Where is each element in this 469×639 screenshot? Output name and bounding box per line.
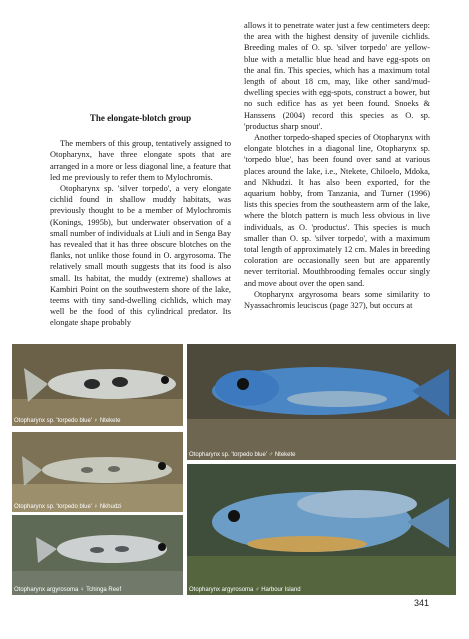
left-text-column [50, 113, 231, 329]
right-text-column [244, 20, 430, 311]
fish-image [12, 432, 183, 512]
paragraph: Another torpedo-shaped species of Otopharynx with elongate blotches in a diagonal line, Otopharynx sp. 'torpedo blue', has been found over sand at various places around the lake, i.e., Ntekete, Chiloelo, Mdoka, and Nkhudzi. It has also been exported, for the aquarium hobby, from Tanzania, and Turner (1996) lists this species from the southeastern arm of the lake, where the blotch pattern is much less obvious in live individuals, as O. 'productus'. This species is much smaller than O. sp. 'silver torpedo', with a maximum total length of approximately 12 cm. Males in breeding coloration are occasionally seen but are apparently never territorial. Mouthbrooding females occur singly and move about over the open sand. [244, 133, 430, 288]
fish-photo [12, 432, 183, 512]
fish-image [12, 515, 183, 595]
photo-caption: Otopharynx argyrosoma ♀ Tchinga Reef [14, 587, 122, 593]
paragraph: Otopharynx argyrosoma bears some similarity to Nyassachromis leuciscus (page 327), but occurs at [244, 289, 430, 311]
photo-caption: Otopharynx argyrosoma ♂ Harbour Island [189, 587, 301, 593]
photo-caption: Otopharynx sp. 'torpedo blue' ♀ Ntekete [14, 418, 121, 424]
photo-caption: Otopharynx sp. 'torpedo blue' ♀ Nkhudzi [14, 504, 122, 510]
fish-photo [12, 344, 183, 426]
fish-image [12, 344, 183, 426]
paragraph: allows it to penetrate water just a few centimeters deep: the area with the highest density of juvenile cichlids. Breeding males of O. sp. 'silver torpedo' are yellow-blue with a metallic blue head and have egg-spots on the anal fin. This species, which has a maximum total length of about 18 cm, may, like other sand/mud-dwelling species with egg-spots, construct a bower, but no such edifice has as yet been found. Snoeks & Hanssens (2004) record this species as O. sp. 'productus sharp snout'. [244, 21, 430, 131]
page-number: 341 [413, 598, 429, 608]
fish-image [187, 344, 456, 460]
fish-photo [12, 515, 183, 595]
paragraph: Otopharynx sp. 'silver torpedo', a very elongate cichlid found in shallow muddy habitats, was previously thought to be a member of Mylochromis (Konings, 1995b), but underwater observation of a small number of individuals at Liuli and in Senga Bay has revealed that it has three obscure blotches on the flanks, not unlike those found in O. argyrosoma. The relatively small mouth suggests that its food is also small. Its habitat, the muddy (extreme) shallows at Kambiri Point on the southwestern shore of the lake, teems with tiny sand-dwelling cichlids, which may well be the food of this cylindrical predator. Its elongate shape probably [50, 184, 231, 328]
section-heading: The elongate-blotch group [89, 113, 192, 123]
fish-image [187, 464, 456, 595]
fish-photo [187, 344, 456, 460]
fish-photo [187, 464, 456, 595]
photo-caption: Otopharynx sp. 'torpedo blue' ♂ Ntekete [189, 452, 296, 458]
paragraph: The members of this group, tentatively assigned to Otopharynx, have three elongate spots that are arranged in a more or less diagonal line, a feature that led me previously to refer them to Mylochromis. [50, 139, 231, 182]
